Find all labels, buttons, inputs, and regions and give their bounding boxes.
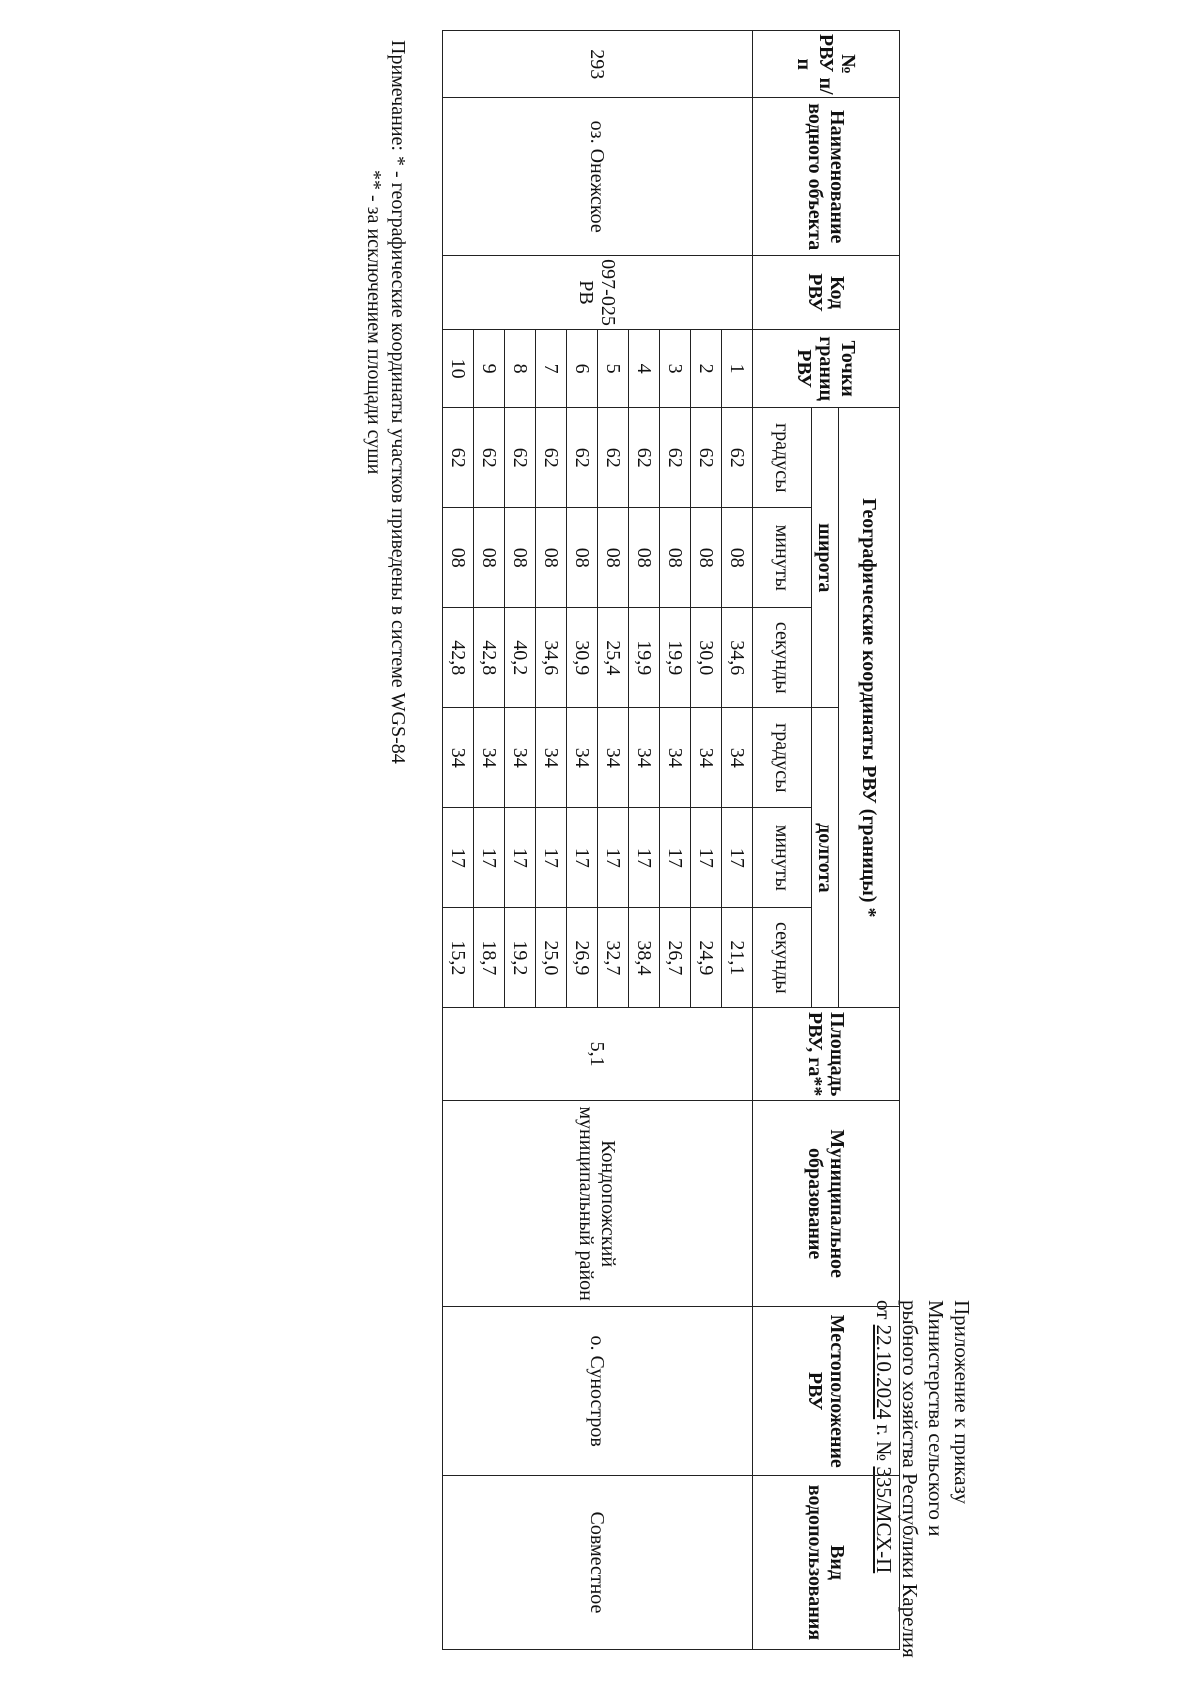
lon-seconds: 19,2 [505, 908, 536, 1008]
lat-degrees: 62 [691, 408, 722, 508]
header-code: Код РВУ [753, 256, 900, 330]
lon-minutes: 17 [598, 808, 629, 908]
lon-seconds: 26,7 [660, 908, 691, 1008]
header-lon-seconds: секунды [753, 908, 812, 1008]
heading-line-1: Приложение к приказу [950, 1300, 974, 1504]
lon-degrees: 34 [443, 708, 474, 808]
point-number: 10 [443, 329, 474, 407]
point-number: 9 [474, 329, 505, 407]
lon-seconds: 38,4 [629, 908, 660, 1008]
lon-degrees: 34 [691, 708, 722, 808]
lat-degrees: 62 [598, 408, 629, 508]
point-number: 7 [536, 329, 567, 407]
order-number: 335/МСХ-П [872, 1466, 896, 1574]
lon-degrees: 34 [722, 708, 753, 808]
lat-minutes: 08 [567, 508, 598, 608]
lon-degrees: 34 [660, 708, 691, 808]
lat-seconds: 19,9 [660, 608, 691, 708]
footnote-line-2: ** - за исключением площади суши [363, 170, 385, 475]
lat-seconds: 34,6 [722, 608, 753, 708]
header-water-body: Наименование водного объекта [753, 98, 900, 256]
record-area: 5,1 [443, 1008, 753, 1100]
lat-seconds: 34,6 [536, 608, 567, 708]
lon-minutes: 17 [536, 808, 567, 908]
lon-seconds: 24,9 [691, 908, 722, 1008]
lat-seconds: 42,8 [443, 608, 474, 708]
date-suffix: г. № [872, 1419, 896, 1467]
header-use-type: Вид водопользования [753, 1475, 900, 1649]
lat-degrees: 62 [536, 408, 567, 508]
header-lon-minutes: минуты [753, 808, 812, 908]
lon-minutes: 17 [474, 808, 505, 908]
header-lat-degrees: градусы [753, 408, 812, 508]
lat-minutes: 08 [691, 508, 722, 608]
lat-degrees: 62 [660, 408, 691, 508]
header-location: Местоположение РВУ [753, 1307, 900, 1476]
lon-degrees: 34 [629, 708, 660, 808]
header-longitude: долгота [812, 708, 839, 1008]
table-row [722, 31, 753, 1650]
lon-minutes: 17 [567, 808, 598, 908]
header-lat-seconds: секунды [753, 608, 812, 708]
lat-seconds: 30,0 [691, 608, 722, 708]
lon-minutes: 17 [691, 808, 722, 908]
lat-minutes: 08 [536, 508, 567, 608]
lat-degrees: 62 [474, 408, 505, 508]
footnote-line-1: Примечание: * - географические координаты участков приведены в системе WGS-84 [387, 40, 409, 764]
lat-seconds: 42,8 [474, 608, 505, 708]
lat-degrees: 62 [629, 408, 660, 508]
lon-seconds: 32,7 [598, 908, 629, 1008]
lat-minutes: 08 [474, 508, 505, 608]
record-use-type: Совместное [443, 1475, 753, 1649]
lon-minutes: 17 [660, 808, 691, 908]
lat-seconds: 19,9 [629, 608, 660, 708]
lon-degrees: 34 [474, 708, 505, 808]
footnote [362, 40, 410, 764]
lon-minutes: 17 [505, 808, 536, 908]
lat-degrees: 62 [567, 408, 598, 508]
header-lon-degrees: градусы [753, 708, 812, 808]
lon-degrees: 34 [505, 708, 536, 808]
lat-seconds: 40,2 [505, 608, 536, 708]
record-water-body: оз. Онежское [443, 98, 753, 256]
lon-minutes: 17 [629, 808, 660, 908]
record-location: о. Суностров [443, 1307, 753, 1476]
lon-degrees: 34 [536, 708, 567, 808]
lat-seconds: 25,4 [598, 608, 629, 708]
record-code: 097-025 РВ [443, 256, 753, 330]
point-number: 5 [598, 329, 629, 407]
header-municipality: Муниципальное образование [753, 1100, 900, 1307]
header-coordinates: Географические координаты РВУ (границы) * [839, 408, 900, 1008]
lat-degrees: 62 [722, 408, 753, 508]
header-area: Площадь РВУ, га** [753, 1008, 900, 1100]
boundary-coordinates-table [442, 30, 900, 1650]
lat-minutes: 08 [660, 508, 691, 608]
header-latitude: широта [812, 408, 839, 708]
order-date: 22.10.2024 [872, 1324, 896, 1420]
lat-minutes: 08 [722, 508, 753, 608]
lat-minutes: 08 [505, 508, 536, 608]
point-number: 2 [691, 329, 722, 407]
lon-degrees: 34 [598, 708, 629, 808]
record-num: 293 [443, 31, 753, 98]
lon-minutes: 17 [722, 808, 753, 908]
record-municipality: Кондопожский муниципальный район [443, 1100, 753, 1307]
lon-degrees: 34 [567, 708, 598, 808]
lon-seconds: 21,1 [722, 908, 753, 1008]
point-number: 3 [660, 329, 691, 407]
lon-minutes: 17 [443, 808, 474, 908]
lon-seconds: 18,7 [474, 908, 505, 1008]
lon-seconds: 26,9 [567, 908, 598, 1008]
lon-seconds: 25,0 [536, 908, 567, 1008]
lat-seconds: 30,9 [567, 608, 598, 708]
lat-minutes: 08 [443, 508, 474, 608]
point-number: 4 [629, 329, 660, 407]
lat-degrees: 62 [505, 408, 536, 508]
header-num: № РВУ п/п [753, 31, 900, 98]
lon-seconds: 15,2 [443, 908, 474, 1008]
lat-minutes: 08 [629, 508, 660, 608]
date-prefix: от [872, 1300, 896, 1325]
lat-degrees: 62 [443, 408, 474, 508]
point-number: 6 [567, 329, 598, 407]
point-number: 1 [722, 329, 753, 407]
lat-minutes: 08 [598, 508, 629, 608]
header-lat-minutes: минуты [753, 508, 812, 608]
heading-line-2: Министерства сельского и [924, 1300, 948, 1537]
point-number: 8 [505, 329, 536, 407]
header-points: Точки границ РВУ [753, 329, 900, 407]
heading-line-3: рыбного хозяйства Республики Карелия [898, 1300, 922, 1658]
